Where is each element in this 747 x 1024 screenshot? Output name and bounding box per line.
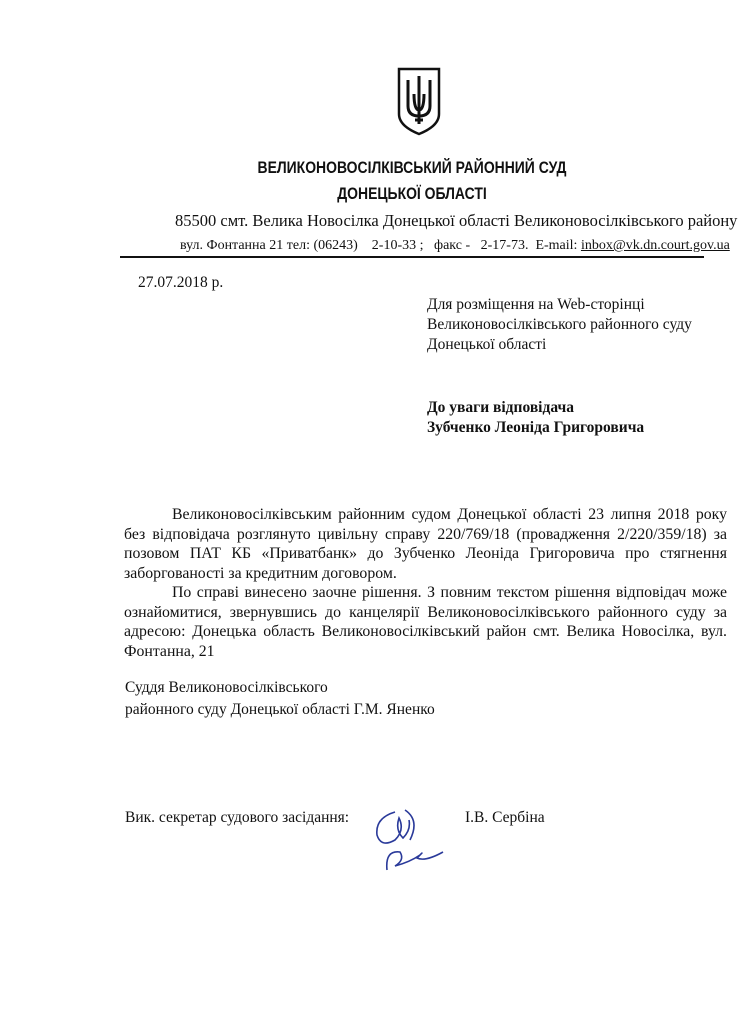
document-date: 27.07.2018 р. xyxy=(138,274,224,291)
addressee-line: Зубченко Леоніда Григоровича xyxy=(427,419,645,436)
placement-note-line: Донецької області xyxy=(427,336,547,353)
secretary-label: Вик. секретар судового засідання: xyxy=(125,809,350,826)
secretary-name: І.В. Сербіна xyxy=(465,809,545,826)
handwritten-signature xyxy=(365,800,450,875)
addressee-line: До уваги відповідача xyxy=(427,399,574,416)
court-name-line2: ДОНЕЦЬКОЇ ОБЛАСТІ xyxy=(337,184,487,203)
header-divider xyxy=(120,256,704,258)
body-paragraph: Великоновосілківським районним судом Донецької області 23 липня 2018 року без відповідача розглянуто цивільну справу 220/769/18 (провадження 2/220/359/18) за позовом ПАТ КБ «Приватбанк» до Зубченко Леоніда Григоровича про стягнення заборгованості за кредитним договором. xyxy=(124,506,727,582)
notice-body xyxy=(124,505,727,661)
court-name-line1: ВЕЛИКОНОВОСІЛКІВСЬКИЙ РАЙОННИЙ СУД xyxy=(257,158,567,177)
court-address: 85500 смт. Велика Новосілка Донецької області Великоновосілківського району xyxy=(175,211,738,230)
judge-line: Суддя Великоновосілківського xyxy=(125,679,328,696)
email-link[interactable]: inbox@vk.dn.court.gov.ua xyxy=(580,238,730,253)
court-contacts xyxy=(180,238,730,254)
judge-line: районного суду Донецької області Г.М. Яненко xyxy=(125,701,435,718)
body-paragraph: По справі винесено заочне рішення. З повним текстом рішення відповідач може ознайомитися, звернувшись до канцелярії Великоновосілківського районного суду за адресою: Донецька область Великоновосілківський район смт. Велика Новосілка, вул. Фонтанна, 21 xyxy=(124,584,727,660)
trident-emblem-icon xyxy=(396,66,442,136)
contact-phones: вул. Фонтанна 21 тел: (06243) 2-10-33 ; факс - 2-17-73. E-mail: xyxy=(180,238,581,253)
placement-note-line: Великоновосілківського районного суду xyxy=(427,316,692,333)
placement-note-line: Для розміщення на Web-сторінці xyxy=(427,296,645,313)
